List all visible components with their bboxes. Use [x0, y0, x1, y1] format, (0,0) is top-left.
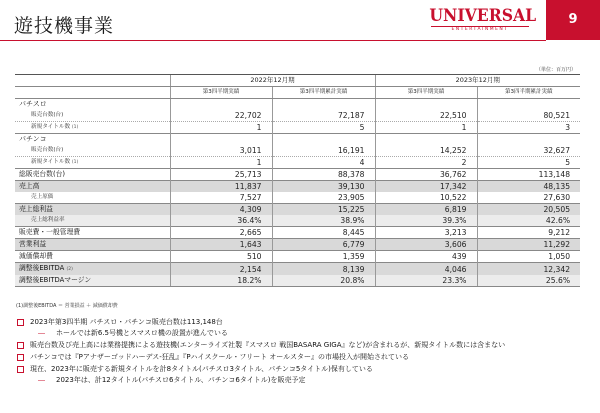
bullet-item: [16, 351, 591, 363]
col-header: 第3四半期累計実績: [272, 87, 375, 99]
table-row: [15, 99, 580, 111]
table-row: [15, 122, 580, 134]
cell: 17,342: [375, 181, 477, 193]
cell: 12,342: [477, 263, 580, 276]
period-header-row: [15, 75, 580, 87]
column-header-row: [15, 87, 580, 99]
table-row: [15, 145, 580, 157]
table-row: [15, 110, 580, 122]
page-number: 9: [546, 0, 600, 40]
cell: 1,050: [477, 251, 580, 263]
cell: 22,510: [375, 110, 477, 122]
cell: 3,606: [375, 239, 477, 251]
cell: 7,527: [170, 192, 272, 204]
cell: 11,837: [170, 181, 272, 193]
cell: 113,148: [477, 169, 580, 181]
cell: 4,309: [170, 204, 272, 216]
period-2022: 2022年12月期: [170, 75, 375, 87]
cell: 9,212: [477, 227, 580, 239]
cell: 1,643: [170, 239, 272, 251]
table-row: [15, 215, 580, 227]
cell: 20.8%: [272, 275, 375, 287]
cell: [170, 99, 272, 111]
table-row: [15, 192, 580, 204]
dash-icon: ―: [38, 376, 45, 384]
cell: 4,046: [375, 263, 477, 276]
table-row: [15, 275, 580, 287]
row-note: (1): [71, 125, 79, 130]
cell: 2,154: [170, 263, 272, 276]
cell: 88,378: [272, 169, 375, 181]
bullet-text: 2023年第3四半期 パチスロ・パチンコ販売台数は113,148台: [30, 318, 223, 326]
cell: 1: [170, 157, 272, 169]
square-bullet-icon: [17, 354, 24, 361]
row-label: 営業利益: [15, 239, 170, 251]
bullet-item: [16, 339, 591, 351]
period-2023: 2023年12月期: [375, 75, 580, 87]
cell: 23,905: [272, 192, 375, 204]
cell: 36.4%: [170, 215, 272, 227]
cell: 23.3%: [375, 275, 477, 287]
page-title: 遊技機事業: [14, 15, 115, 37]
row-label: [15, 263, 170, 276]
cell: 15,225: [272, 204, 375, 216]
cell: 48,135: [477, 181, 580, 193]
row-note: (1): [71, 160, 79, 165]
cell: 36,762: [375, 169, 477, 181]
row-label: パチスロ: [19, 100, 47, 108]
cell: 25,713: [170, 169, 272, 181]
cell: 2,665: [170, 227, 272, 239]
row-label: 売上原価: [31, 194, 54, 200]
cell: 5: [272, 122, 375, 134]
row-label-text: 調整後EBITDA: [19, 264, 65, 272]
cell: 8,445: [272, 227, 375, 239]
row-label: 調整後EBITDAマージン: [15, 275, 170, 287]
cell: 22,702: [170, 110, 272, 122]
table-row: [15, 227, 580, 239]
row-label: パチンコ: [15, 134, 170, 146]
row-label: 総販売台数(台): [15, 169, 170, 181]
cell: [272, 99, 375, 111]
col-header: 第3四半期実績: [170, 87, 272, 99]
cell: [375, 99, 477, 111]
table-row: [15, 169, 580, 181]
cell: 80,521: [477, 110, 580, 122]
square-bullet-icon: [17, 342, 24, 349]
cell: 14,252: [375, 145, 477, 157]
cell: 5: [477, 157, 580, 169]
cell: 27,630: [477, 192, 580, 204]
bullet-item: [16, 363, 591, 375]
row-label-text: 新規タイトル数: [31, 159, 71, 165]
table-row: [15, 263, 580, 276]
row-label-text: 新規タイトル数: [31, 124, 71, 130]
cell: [170, 134, 272, 146]
header-blank: [15, 75, 170, 87]
row-label: [15, 157, 170, 169]
col-header: 第3四半期累計実績: [477, 87, 580, 99]
sub-bullet-item: [16, 375, 591, 386]
cell: 32,627: [477, 145, 580, 157]
bullet-item: [16, 316, 591, 328]
cell: 2: [375, 157, 477, 169]
cell: 20,505: [477, 204, 580, 216]
table-row: [15, 157, 580, 169]
sub-bullet-text: 2023年は、計12タイトル(パチスロ6タイトル、パチンコ6タイトル)を販売予定: [56, 376, 306, 384]
cell: 16,191: [272, 145, 375, 157]
row-label: 販売台数(台): [31, 147, 64, 153]
row-label: 減価償却費: [15, 251, 170, 263]
cell: 11,292: [477, 239, 580, 251]
row-note: (2): [66, 267, 73, 272]
cell: 3,213: [375, 227, 477, 239]
square-bullet-icon: [17, 319, 24, 326]
row-label: [15, 122, 170, 134]
logo-wordmark: UNIVERSAL: [429, 6, 537, 26]
cell: 439: [375, 251, 477, 263]
table-row: [15, 181, 580, 193]
logo-subtitle: ENTERTAINMENT: [431, 26, 529, 33]
cell: 72,187: [272, 110, 375, 122]
cell: 25.6%: [477, 275, 580, 287]
cell: 1,359: [272, 251, 375, 263]
table-row: [15, 239, 580, 251]
header-divider: [0, 40, 546, 41]
bullet-text: パチンコでは『Pアナザーゴッドハーデス-狂乱』『Pハイスクール・フリート オールスター』の市場投入が開始されている: [30, 353, 409, 361]
bullet-text: 現在、2023年に販売する新規タイトルを計8タイトル(パチスロ3タイトル、パチンコ5タイトル)保有している: [30, 365, 373, 373]
cell: 39.3%: [375, 215, 477, 227]
bullet-list: [16, 316, 591, 386]
cell: 6,779: [272, 239, 375, 251]
table-footnote: (1)調整後EBITDA ＝ 営業損益 ＋ 減価償却費: [16, 303, 118, 309]
header-blank: [15, 87, 170, 99]
cell: 1: [375, 122, 477, 134]
financial-table: [15, 74, 580, 287]
cell: [375, 134, 477, 146]
cell: 39,130: [272, 181, 375, 193]
row-label: 販売費・一般管理費: [15, 227, 170, 239]
table-row: [15, 251, 580, 263]
cell: [272, 134, 375, 146]
table-row: [15, 204, 580, 216]
cell: 4: [272, 157, 375, 169]
cell: 510: [170, 251, 272, 263]
sub-bullet-item: [16, 328, 591, 339]
cell: [477, 99, 580, 111]
unit-note: （単位：百万円）: [535, 67, 576, 73]
bullet-text: 販売台数及び売上高には業務提携による遊技機(エンターライズ社製『スマスロ 戦国BASARA GIGA』など)が含まれるが、新規タイトル数には含まない: [30, 341, 506, 349]
row-label: 販売台数(台): [31, 112, 64, 118]
cell: 3: [477, 122, 580, 134]
cell: 42.6%: [477, 215, 580, 227]
col-header: 第3四半期実績: [375, 87, 477, 99]
table-row: [15, 134, 580, 146]
company-logo: [425, 6, 535, 36]
cell: 6,819: [375, 204, 477, 216]
cell: 38.9%: [272, 215, 375, 227]
row-label: 売上総利益: [15, 204, 170, 216]
cell: 3,011: [170, 145, 272, 157]
cell: 18.2%: [170, 275, 272, 287]
sub-bullet-text: ホールでは新6.5号機とスマスロ機の設置が進んでいる: [56, 329, 228, 337]
row-label: 売上高: [15, 181, 170, 193]
row-label: 売上総利益率: [15, 215, 170, 227]
square-bullet-icon: [17, 366, 24, 373]
dash-icon: ―: [38, 329, 45, 337]
cell: 8,139: [272, 263, 375, 276]
cell: 10,522: [375, 192, 477, 204]
cell: [477, 134, 580, 146]
cell: 1: [170, 122, 272, 134]
